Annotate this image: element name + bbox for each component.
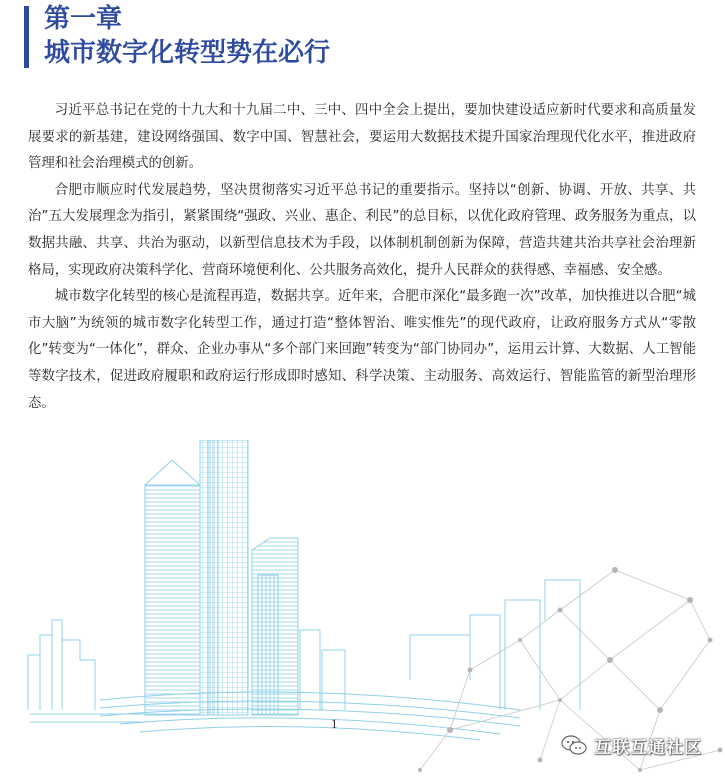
paragraph: 习近平总书记在党的十九大和十九届二中、三中、四中全会上提出，要加快建设适应新时代要求和高质量发展要求的新基建，建设网络强国、数字中国、智慧社会，要运用大数据技术提升国家治理现代化水平，推进政府管理和社会治理模式的创新。	[28, 103, 696, 172]
chapter-title: 城市数字化转型势在必行	[44, 38, 331, 68]
paragraph: 合肥市顺应时代发展趋势，坚决贯彻落实习近平总书记的重要指示。坚持以“创新、协调、开放、共享、共治”五大发展理念为指引，紧紧围绕“强政、兴业、惠企、利民”的总目标，以优化政府管理、政务服务为重点，以数据共融、共享、共治为驱动，以新型信息技术为手段，以体制机制创新为保障，营造共建共治共享社会治理新格局，实现政府决策科学化、营商环境便利化、公共服务高效化，提升人民群众的获得感、幸福感、安全感。	[28, 182, 696, 278]
city-skyline-illustration	[0, 440, 725, 776]
chapter-number: 第一章	[44, 4, 123, 34]
wechat-icon	[560, 734, 588, 756]
watermark-text: 互联互通社区	[594, 737, 702, 758]
page-number: 1	[331, 716, 338, 731]
paragraph: 城市数字化转型的核心是流程再造，数据共享。近年来，合肥市深化“最多跑一次”改革，加快推进以合肥“城市大脑”为统领的城市数字化转型工作，通过打造“整体智治、唯实惟先”的现代政府，让政府服务方式从“零散化”转变为“一体化”，群众、企业办事从“多个部门来回跑”转变为“部门协同办”，运用云计算、大数据、人工智能等数字技术，促进政府履职和政府运行形成即时感知、科学决策、主动服务、高效运行、智能监管的新型治理形态。	[28, 289, 696, 411]
watermark	[560, 734, 702, 756]
chapter-accent-bar	[24, 6, 29, 68]
chapter-heading	[44, 2, 330, 70]
body-text	[28, 98, 696, 417]
